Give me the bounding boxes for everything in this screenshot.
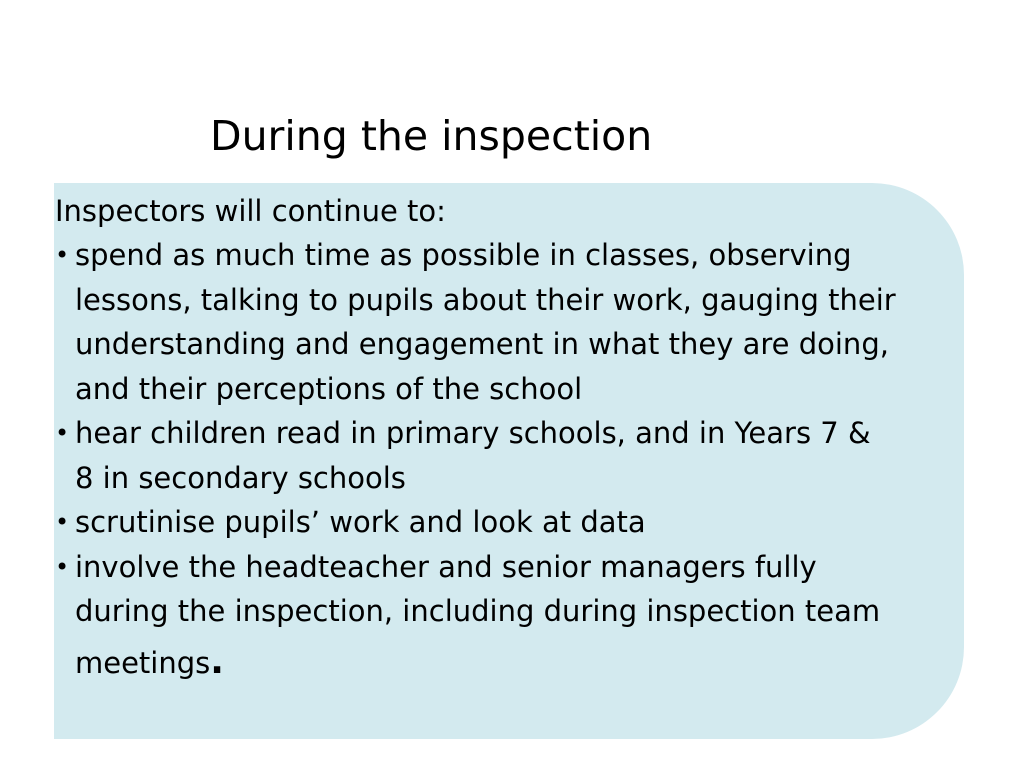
bullet-line: meetings — [75, 645, 211, 680]
slide-title: During the inspection — [210, 112, 653, 160]
intro-text: Inspectors will continue to: — [55, 194, 446, 228]
bullet-line: spend as much time as possible in classes, observing — [75, 238, 852, 272]
bullet-line-final — [75, 640, 896, 686]
bullet-line: scrutinise pupils’ work and look at data — [75, 505, 646, 539]
bullet-line: understanding and engagement in what they are doing, — [75, 327, 889, 361]
list-item — [55, 411, 896, 500]
bullet-icon: • — [55, 508, 70, 536]
bullet-line: and their perceptions of the school — [75, 371, 583, 406]
bullet-line: hear children read in primary schools, and in Years 7 & — [75, 416, 871, 450]
list-item — [55, 233, 896, 411]
bullet-line: lessons, talking to pupils about their work, gauging their — [75, 282, 896, 317]
bullet-icon: • — [55, 241, 70, 269]
bullet-icon: • — [55, 552, 70, 581]
bullet-line: during the inspection, including during inspection team — [75, 594, 881, 628]
final-period: . — [210, 640, 224, 682]
bullet-line: 8 in secondary schools — [75, 460, 406, 495]
bullet-list — [55, 233, 896, 685]
bullet-line: involve the headteacher and senior managers fully — [75, 549, 817, 584]
bullet-icon: • — [55, 419, 70, 447]
list-item — [55, 545, 896, 686]
list-item — [55, 500, 896, 545]
